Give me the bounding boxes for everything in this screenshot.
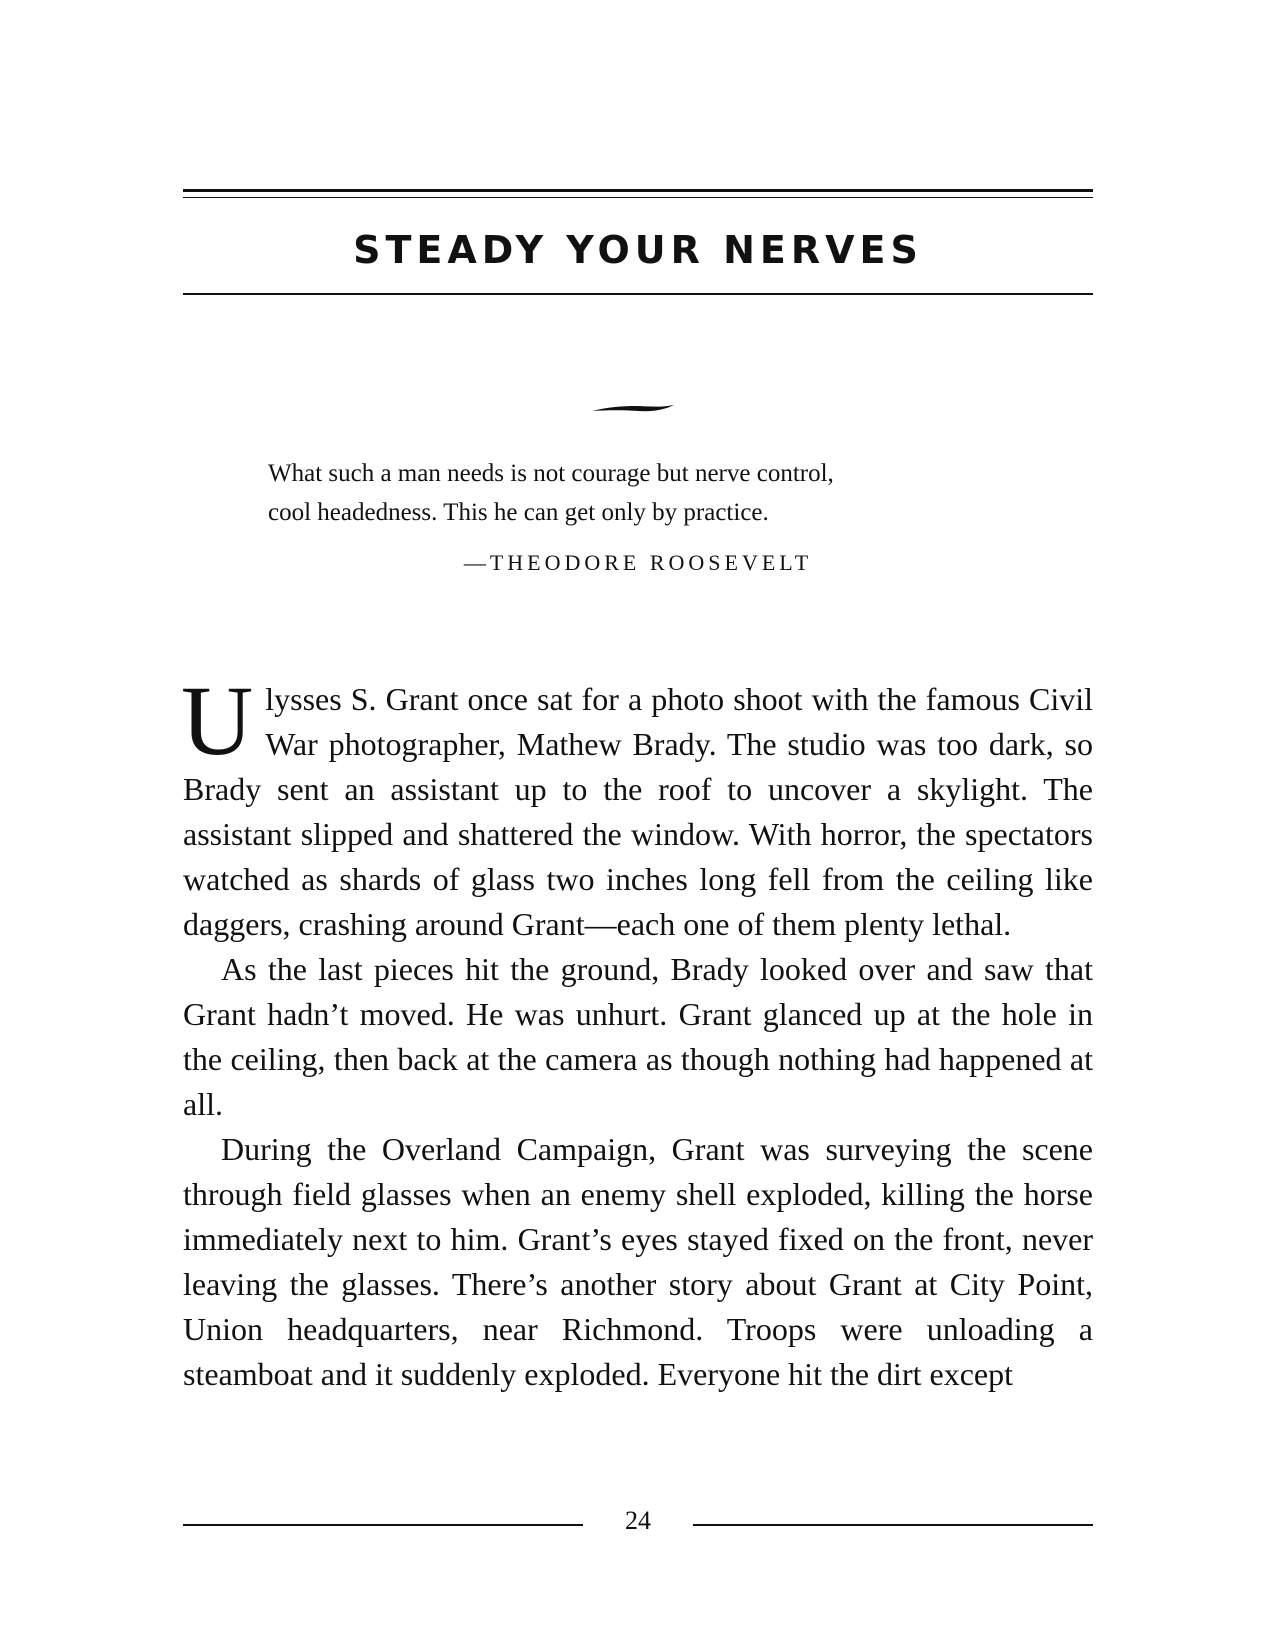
epigraph-line-1: What such a man needs is not courage but nerve control, xyxy=(268,460,834,487)
body-text xyxy=(181,665,1093,1397)
ornament-icon xyxy=(588,398,678,422)
drop-cap: U xyxy=(181,665,254,776)
paragraph-2: As the last pieces hit the ground, Brady looked over and saw that Grant hadn’t moved. He was unhurt. Grant glanced up at the hole in the ceiling, then back at the camera as though nothing had happened at all. xyxy=(183,951,1093,1122)
header-rule-bottom xyxy=(183,293,1093,295)
header-rule-top-1 xyxy=(183,189,1093,192)
footer-rule-left xyxy=(183,1524,583,1526)
header-rule-top-2 xyxy=(183,197,1093,198)
paragraph-3: During the Overland Campaign, Grant was surveying the scene through field glasses when an enemy shell exploded, killing the horse immediately next to him. Grant’s eyes stayed fixed on the front, never leaving the glasses. There’s another story about Grant at City Point, Union headquarters, near Richmond. Troops were unloading a steamboat and it suddenly exploded. Everyone hit the dirt except xyxy=(183,1131,1093,1392)
page-number: 24 xyxy=(625,1506,651,1535)
chapter-title: STEADY YOUR NERVES xyxy=(353,228,923,272)
paragraph-1-text: lysses S. Grant once sat for a photo shoot with the famous Civil War photographer, Mathew Brady. The studio was too dark, so Brady sent an assistant up to the roof to uncover a skylight. The assistant slipped and shattered the window. With horror, the spectators watched as shards of glass two inches long fell from the ceiling like daggers, crashing around Grant—each one of them plenty lethal. xyxy=(183,681,1093,942)
epigraph-line-2: cool headedness. This he can get only by practice. xyxy=(268,499,769,526)
epigraph-attribution: —THEODORE ROOSEVELT xyxy=(463,550,813,575)
paragraph-1 xyxy=(181,665,1093,947)
epigraph xyxy=(268,454,1068,532)
footer-rule-right xyxy=(693,1524,1093,1526)
